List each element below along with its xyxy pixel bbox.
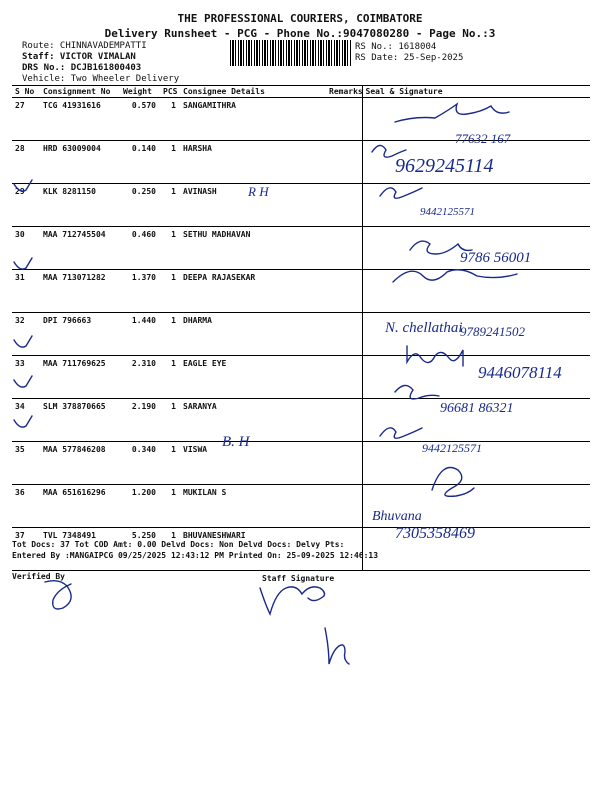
runsheet-table	[12, 85, 590, 571]
barcode-image	[230, 40, 352, 66]
cell-signature	[362, 270, 590, 313]
cell-remarks	[326, 98, 362, 141]
handwriting-r32a: N. chellathai	[385, 320, 463, 336]
cell-name: DEEPA RAJASEKAR	[180, 270, 326, 313]
cell-name: EAGLE EYE	[180, 356, 326, 399]
cell-signature	[362, 227, 590, 270]
handwriting-r35b: 9442125571	[422, 441, 482, 455]
col-pcs: PCS	[160, 86, 180, 98]
rs-date: RS Date: 25-Sep-2025	[355, 53, 464, 63]
cell-pcs: 1	[160, 98, 180, 141]
cell-weight: 1.370	[120, 270, 160, 313]
cell-sno: 28	[12, 141, 40, 184]
cell-cons: MAA 712745504	[40, 227, 120, 270]
cell-sno: 29	[12, 184, 40, 227]
verified-signature	[45, 581, 71, 609]
cell-name: SETHU MADHAVAN	[180, 227, 326, 270]
vehicle-label: Vehicle: Two Wheeler Delivery	[22, 74, 180, 84]
entered-by-line: Entered By :MANGAIPCG 09/25/2025 12:43:12 PM Printed On: 25-09-2025 12:46:13	[12, 551, 379, 560]
cell-signature	[362, 184, 590, 227]
cell-sno: 37	[12, 528, 40, 571]
cell-remarks	[326, 141, 362, 184]
cell-remarks	[326, 399, 362, 442]
cell-remarks	[326, 528, 362, 571]
table-row	[12, 98, 590, 141]
cell-name: DHARMA	[180, 313, 326, 356]
route-label: Route: CHINNAVADEMPATTI	[22, 41, 147, 51]
col-consignee: Consignee Details	[180, 86, 326, 98]
runsheet-subtitle: Delivery Runsheet - PCG - Phone No.:9047080280 - Page No.:3	[104, 27, 496, 40]
cell-name: BHUVANESHWARI	[180, 528, 326, 571]
cell-sno: 32	[12, 313, 40, 356]
table-row	[12, 141, 590, 184]
handwriting-r28: 9629245114	[395, 155, 494, 177]
cell-weight: 5.250	[120, 528, 160, 571]
col-sno: S No	[12, 86, 40, 98]
cell-pcs: 1	[160, 184, 180, 227]
cell-remarks	[326, 356, 362, 399]
col-consignment: Consignment No	[40, 86, 120, 98]
cell-signature	[362, 98, 590, 141]
cell-pcs: 1	[160, 356, 180, 399]
cell-signature	[362, 528, 590, 571]
table-row	[12, 184, 590, 227]
cell-cons: HRD 63009004	[40, 141, 120, 184]
staff-signature	[260, 587, 325, 614]
col-signature: Seal & Signature	[362, 86, 590, 98]
drs-label: DRS No.: DCJB161800403	[22, 63, 142, 73]
handwriting-r27: 77632 167	[455, 131, 511, 146]
cell-remarks	[326, 184, 362, 227]
table-row	[12, 442, 590, 485]
cell-cons: TCG 41931616	[40, 98, 120, 141]
staff-signature-mark	[325, 628, 349, 664]
cell-weight: 1.440	[120, 313, 160, 356]
cell-pcs: 1	[160, 399, 180, 442]
table-row	[12, 227, 590, 270]
cell-sno: 33	[12, 356, 40, 399]
cell-weight: 0.140	[120, 141, 160, 184]
table-row	[12, 399, 590, 442]
cell-sno: 35	[12, 442, 40, 485]
cell-name: HARSHA	[180, 141, 326, 184]
cell-name: SANGAMITHRA	[180, 98, 326, 141]
cell-weight: 0.340	[120, 442, 160, 485]
cell-signature	[362, 356, 590, 399]
cell-weight: 0.570	[120, 98, 160, 141]
handwriting-r29b: 9442125571	[420, 206, 475, 218]
handwriting-r34: 96681 86321	[440, 401, 514, 416]
cell-cons: MAA 651616296	[40, 485, 120, 528]
cell-sno: 36	[12, 485, 40, 528]
table-row	[12, 356, 590, 399]
company-title: THE PROFESSIONAL COURIERS, COIMBATORE	[177, 12, 423, 25]
cell-pcs: 1	[160, 528, 180, 571]
handwriting-r29a: R H	[248, 184, 269, 199]
handwriting-r32b: 9789241502	[460, 324, 525, 339]
cell-cons: MAA 711769625	[40, 356, 120, 399]
cell-pcs: 1	[160, 141, 180, 184]
cell-weight: 0.460	[120, 227, 160, 270]
cell-cons: KLK 8281150	[40, 184, 120, 227]
cell-name: VISWA	[180, 442, 326, 485]
table-row	[12, 528, 590, 571]
handwriting-r33: 9446078114	[478, 363, 562, 382]
totals-line: Tot Docs: 37 Tot COD Amt: 0.00 Delvd Docs: Non Delvd Docs: Delvy Pts:	[12, 540, 345, 549]
staff-signature-label: Staff Signature	[262, 574, 335, 583]
rs-number: RS No.: 1618004	[355, 42, 437, 52]
cell-sno: 34	[12, 399, 40, 442]
handwriting-r37b: 7305358469	[395, 525, 475, 542]
cell-weight: 0.250	[120, 184, 160, 227]
cell-cons: SLM 378870665	[40, 399, 120, 442]
cell-remarks	[326, 313, 362, 356]
col-weight: Weight	[120, 86, 160, 98]
cell-pcs: 1	[160, 485, 180, 528]
table-row	[12, 313, 590, 356]
cell-signature	[362, 485, 590, 528]
cell-cons: MAA 713071282	[40, 270, 120, 313]
cell-name: AVINASH	[180, 184, 326, 227]
col-remarks: Remarks	[326, 86, 362, 98]
cell-pcs: 1	[160, 270, 180, 313]
cell-signature	[362, 313, 590, 356]
cell-remarks	[326, 227, 362, 270]
cell-weight: 1.200	[120, 485, 160, 528]
cell-name: MUKILAN S	[180, 485, 326, 528]
cell-cons: MAA 577846208	[40, 442, 120, 485]
cell-remarks	[326, 485, 362, 528]
handwriting-r35a: B. H	[222, 434, 250, 450]
cell-cons: TVL 7348491	[40, 528, 120, 571]
cell-remarks	[326, 442, 362, 485]
cell-pcs: 1	[160, 313, 180, 356]
handwriting-r30: 9786 56001	[460, 250, 532, 266]
table-row	[12, 270, 590, 313]
staff-label: Staff: VICTOR VIMALAN	[22, 52, 136, 62]
cell-pcs: 1	[160, 442, 180, 485]
cell-signature	[362, 442, 590, 485]
cell-signature	[362, 141, 590, 184]
cell-pcs: 1	[160, 227, 180, 270]
cell-weight: 2.310	[120, 356, 160, 399]
cell-remarks	[326, 270, 362, 313]
cell-weight: 2.190	[120, 399, 160, 442]
table-header-row	[12, 86, 590, 98]
verified-by-label: Verified By	[12, 572, 65, 581]
cell-cons: DPI 796663	[40, 313, 120, 356]
handwriting-r37a: Bhuvana	[372, 509, 422, 524]
table-row	[12, 485, 590, 528]
cell-signature	[362, 399, 590, 442]
cell-sno: 27	[12, 98, 40, 141]
cell-name: SARANYA	[180, 399, 326, 442]
cell-sno: 31	[12, 270, 40, 313]
cell-sno: 30	[12, 227, 40, 270]
